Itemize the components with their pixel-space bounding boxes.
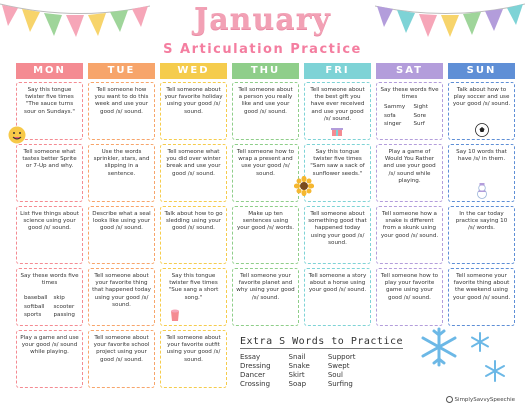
calendar-cell <box>304 144 371 202</box>
word: Skirt <box>288 371 305 379</box>
extra-words-title: Extra S Words to Practice <box>240 336 404 347</box>
calendar-cell <box>160 206 227 264</box>
day-header-mon: MON <box>16 63 83 79</box>
cell-text: Tell someone what tastes better Sprite or 7-Up and why. <box>22 149 77 170</box>
word: Soul <box>327 371 343 379</box>
word: Snail <box>288 353 306 361</box>
calendar-cell <box>376 144 443 202</box>
word: Sammy <box>384 104 406 111</box>
calendar-cell <box>160 330 227 388</box>
word: sports <box>24 311 42 318</box>
cell-text: Tell someone a story about a horse using your good /s/ sound. <box>308 273 367 294</box>
calendar-cell <box>232 206 299 264</box>
calendar-cell <box>448 144 515 202</box>
calendar-cell <box>304 82 371 140</box>
cell-text: Say this tongue twister five times "Sam saw a sack of sunflower seeds." <box>310 149 365 177</box>
extra-words-column <box>240 353 271 389</box>
calendar-cell <box>448 206 515 264</box>
calendar-cell <box>376 206 443 264</box>
cell-text: Tell someone about something good that happened today using your good /s/ sound. <box>308 211 367 246</box>
word: Essay <box>240 353 261 361</box>
page-title: January <box>194 2 331 37</box>
snowflake-icon <box>484 360 506 382</box>
calendar-cell <box>232 268 299 326</box>
word: softball <box>24 303 45 310</box>
emoji-face-icon <box>8 126 26 144</box>
cell-text: Tell someone your favorite thing about the weekend using your good /s/ sound. <box>452 273 511 301</box>
word-list <box>20 295 79 319</box>
calendar-cell <box>448 82 515 140</box>
calendar-cell <box>232 144 299 202</box>
cell-text: Say this tongue twister five times "Sue sang a short song." <box>168 273 219 301</box>
gift-icon <box>331 125 343 137</box>
cell-text: Say these words five times <box>20 273 79 287</box>
word: Support <box>327 353 356 361</box>
word: passing <box>53 311 75 318</box>
cell-text: Tell someone how to play your favorite game using your good /s/ sound. <box>380 273 439 301</box>
soccer-ball-icon <box>475 123 489 137</box>
word: Soap <box>288 380 307 388</box>
word: baseball <box>24 295 48 302</box>
word: sofa <box>384 112 396 119</box>
cell-text: List five things about science using your good /s/ sound. <box>20 211 79 232</box>
cell-text: Talk about how to go sledding using your good /s/ sound. <box>164 211 223 232</box>
cell-text: Say these words five times <box>380 87 439 101</box>
calendar-cell <box>232 82 299 140</box>
cell-text: Play a game of Would You Rather and use your good /s/ sound while playing. <box>383 149 436 184</box>
cell-text: Tell someone your favorite planet and why using your good /s/ sound. <box>236 273 295 301</box>
cell-text: Make up ten sentences using your good /s/ words. <box>237 211 294 232</box>
footer-text: SimplySavvySpeechie <box>454 397 515 403</box>
calendar-cell <box>448 268 515 326</box>
calendar-cell <box>16 206 83 264</box>
word: Sight <box>413 104 428 111</box>
day-header-sun: SUN <box>448 63 515 79</box>
calendar-cell <box>160 82 227 140</box>
calendar-cell <box>160 144 227 202</box>
extra-words-columns <box>240 353 440 389</box>
cell-text: Tell someone about your favorite thing that happened today using your good /s/ sound. <box>92 273 151 308</box>
cell-text: Describe what a seal looks like using your good /s/ sound. <box>92 211 151 232</box>
extra-words-section <box>240 329 440 389</box>
snowflake-icon <box>418 326 460 368</box>
word: Swept <box>327 362 350 370</box>
calendar-cell <box>16 144 83 202</box>
word: Dressing <box>240 362 271 370</box>
cell-text: Tell someone about the best gift you have ever received and use your good /s/ sound. <box>310 87 365 122</box>
calendar-cell <box>88 330 155 388</box>
calendar-cell <box>376 268 443 326</box>
cell-text: Tell someone about a person you really like and use your good /s/ sound. <box>238 87 293 115</box>
day-header-wed: WED <box>160 63 227 79</box>
cell-text: Say 10 words that have /s/ in them. <box>456 149 507 163</box>
extra-words-column <box>289 353 310 389</box>
cell-text: In the car today practice saying 10 /s/ words. <box>455 211 508 232</box>
extra-words-column <box>328 353 356 389</box>
cell-text: Tell someone how to wrap a present and use your good /s/ sound. <box>236 149 295 177</box>
word: Surfing <box>327 380 353 388</box>
pink-cup-icon <box>169 308 181 322</box>
cell-text: Tell someone how a snake is different from a skunk using your good /s/ sound. <box>380 211 439 239</box>
footer-credit <box>446 396 515 403</box>
cell-text: Tell someone about your favorite school project using your good /s/ sound. <box>93 335 150 363</box>
cell-text: Use the words sprinkler, stars, and slipping in a sentence. <box>93 149 150 177</box>
word: Crossing <box>240 380 271 388</box>
snowflake-icon <box>470 332 490 352</box>
word: Dancer <box>240 371 266 379</box>
snowman-icon <box>475 183 489 199</box>
calendar-cell <box>376 82 443 140</box>
cell-text: Talk about how to play soccer and use your good /s/ sound. <box>452 87 511 108</box>
day-header-fri: FRI <box>304 63 371 79</box>
calendar-cell <box>88 206 155 264</box>
calendar-cell <box>16 330 83 388</box>
word-list <box>380 104 439 128</box>
calendar-cell <box>16 268 83 326</box>
cell-text: Play a game and use your good /s/ sound while playing. <box>20 335 79 356</box>
day-header-tue: TUE <box>88 63 155 79</box>
word: skip <box>53 295 65 302</box>
cell-text: Tell someone about your favorite outfit using your good /s/ sound. <box>166 335 221 363</box>
page-subtitle: S Articulation Practice <box>163 42 362 57</box>
calendar-cell <box>160 268 227 326</box>
cell-text: Say this tongue twister five times "The sauce turns sour on Sundays." <box>24 87 75 115</box>
calendar-cell <box>16 82 83 140</box>
word: scooter <box>53 303 75 310</box>
cell-text: Tell someone how you want to do this week and use your good /s/ sound. <box>94 87 149 115</box>
calendar-cell <box>88 144 155 202</box>
calendar-cell <box>304 268 371 326</box>
cell-text: Tell someone about your favorite holiday using your good /s/ sound. <box>164 87 223 115</box>
day-header-sat: SAT <box>376 63 443 79</box>
word: Surf <box>413 120 425 127</box>
calendar-cell <box>88 268 155 326</box>
instagram-icon <box>446 396 453 403</box>
word: Snake <box>288 362 310 370</box>
day-header-thu: THU <box>232 63 299 79</box>
sunflower-icon <box>294 176 314 196</box>
cell-text: Tell someone what you did over winter break and use your good /s/ sound. <box>166 149 221 177</box>
word: singer <box>384 120 402 127</box>
calendar-cell <box>88 82 155 140</box>
calendar-cell <box>304 206 371 264</box>
word: Sore <box>413 112 427 119</box>
